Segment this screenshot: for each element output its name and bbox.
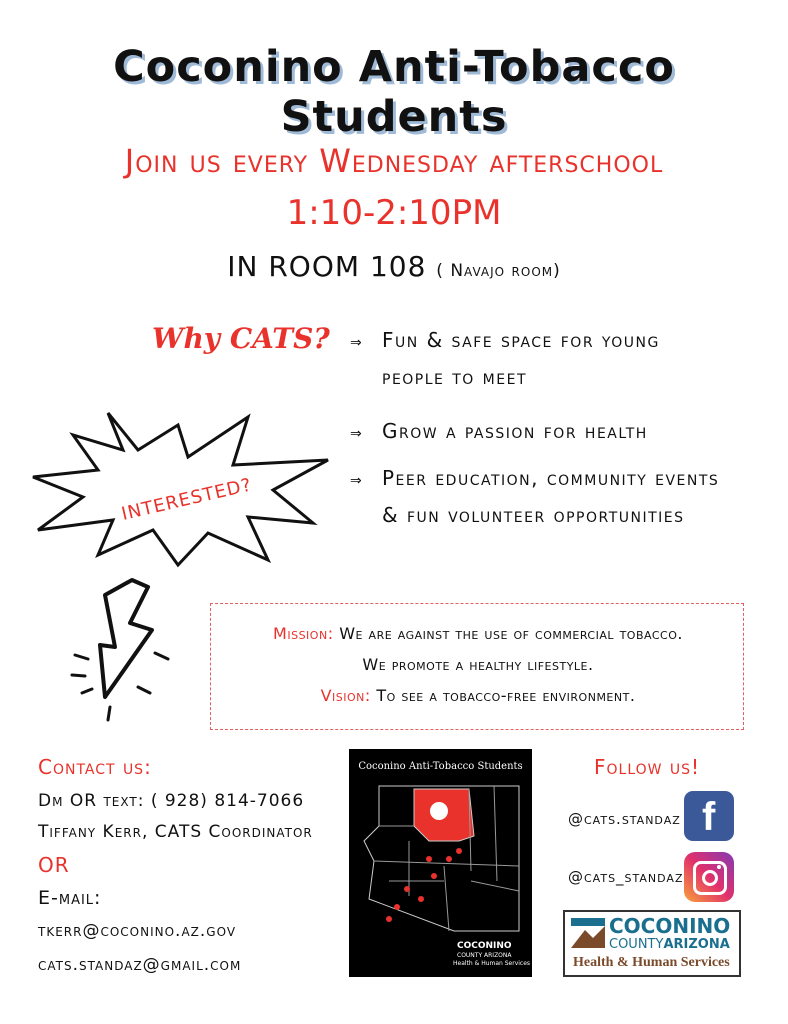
follow-heading: Follow us! xyxy=(594,755,700,779)
logo-line1: COCONINO xyxy=(609,914,731,938)
burst-icon xyxy=(28,405,338,570)
bullet-item: ⇒ Peer education, community events & fun volunteer opportunities xyxy=(352,460,722,534)
logo-line2: COUNTYARIZONA xyxy=(609,937,730,952)
bullet-item: ⇒ Grow a passion for health xyxy=(352,413,722,450)
map-logo-top: COCONINO xyxy=(457,941,512,951)
instagram-handle[interactable]: @cats_standaz xyxy=(568,868,684,886)
arizona-map-icon xyxy=(359,781,524,941)
contact-phone: Dm OR text: ( 928) 814-7066 xyxy=(38,791,305,811)
page-title: Coconino Anti-Tobacco Students xyxy=(113,42,675,142)
facebook-handle[interactable]: @cats.standaz xyxy=(568,810,681,828)
bullet-item: ⇒ Fun & safe space for young people to meet xyxy=(352,322,722,396)
facebook-icon[interactable]: f xyxy=(684,791,734,841)
lightning-arrow-icon xyxy=(60,575,180,725)
room-sub: ( Navajo room) xyxy=(436,261,561,281)
contact-or: OR xyxy=(38,853,70,877)
map-logo-mid: COUNTY ARIZONA xyxy=(457,952,512,959)
meeting-time: 1:10-2:10PM xyxy=(286,193,502,233)
mission-line-2: We promote a healthy lifestyle. xyxy=(362,655,594,674)
mission-box xyxy=(210,603,744,730)
email-link[interactable]: cats.standaz@gmail.com xyxy=(38,955,242,975)
meeting-room xyxy=(0,250,788,283)
vision-line: Vision: To see a tobacco-free environment. xyxy=(320,686,636,705)
mission-line: Mission: We are against the use of commercial tobacco. xyxy=(273,624,683,643)
arrow-bullet-icon: ⇒ xyxy=(350,335,364,351)
email-label: E-mail: xyxy=(38,887,102,909)
county-logo xyxy=(563,910,741,977)
logo-line3: Health & Human Services xyxy=(573,955,730,970)
meeting-day: Join us every Wednesday afterschool xyxy=(124,142,664,180)
arrow-bullet-icon: ⇒ xyxy=(350,426,364,442)
email-link[interactable]: tkerr@coconino.az.gov xyxy=(38,921,237,941)
room-main: IN ROOM 108 xyxy=(227,250,427,283)
instagram-icon[interactable] xyxy=(684,852,734,902)
why-cats-heading: Why CATS? xyxy=(152,322,330,355)
map-card-title: Coconino Anti-Tobacco Students xyxy=(358,761,523,772)
burst-text: INTERESTED? xyxy=(119,474,255,525)
mountain-logo-icon xyxy=(571,918,605,948)
contact-name: Tiffany Kerr, CATS Coordinator xyxy=(38,822,313,842)
arrow-bullet-icon: ⇒ xyxy=(350,473,364,489)
contact-heading: Contact us: xyxy=(38,755,152,779)
map-logo-bot: Health & Human Services xyxy=(453,960,531,967)
county-map-card xyxy=(349,749,532,977)
